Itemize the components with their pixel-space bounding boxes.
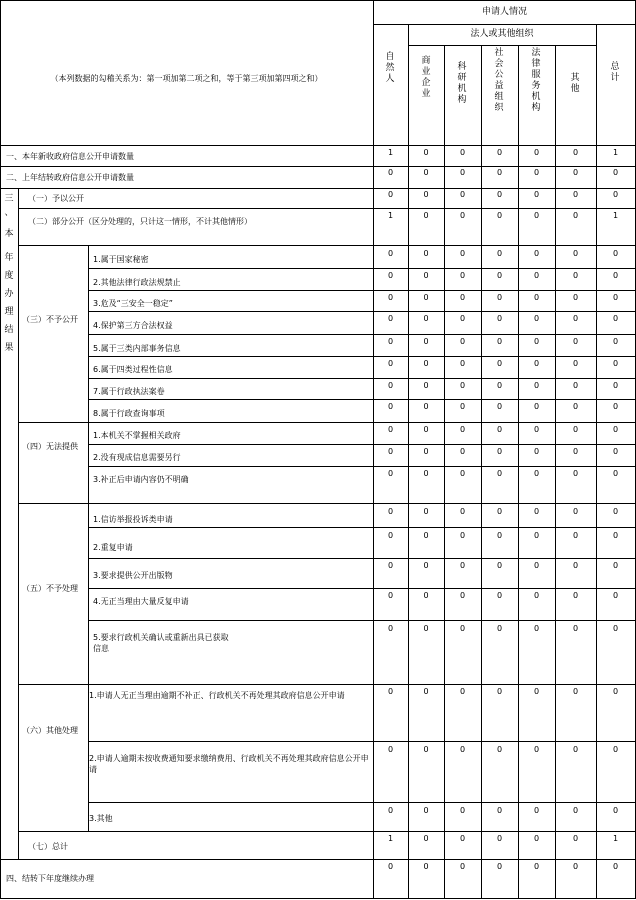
value-cell: 0: [459, 337, 466, 346]
section-three-char: 理: [4, 307, 14, 317]
value-cell: 0: [572, 834, 579, 843]
value-cell: 0: [496, 293, 503, 302]
table-line: [18, 503, 636, 504]
value-cell: 0: [459, 359, 466, 368]
value-cell: 0: [572, 359, 579, 368]
value-cell: 0: [572, 211, 579, 220]
value-cell: 1: [612, 211, 619, 220]
g6-item: 2.申请人逾期未按收费通知要求缴纳费用、行政机关不再处理其政府信息公开申请: [89, 754, 369, 774]
value-cell: 0: [423, 168, 429, 177]
value-cell: 0: [496, 624, 503, 633]
value-cell: 0: [572, 337, 579, 346]
value-cell: 0: [387, 447, 394, 456]
value-cell: 1: [612, 834, 619, 843]
value-cell: 0: [612, 745, 619, 754]
value-cell: 0: [459, 148, 466, 157]
value-cell: 0: [533, 591, 540, 600]
value-cell: 0: [572, 687, 579, 696]
table-line: [88, 620, 636, 621]
table-line: [18, 188, 19, 859]
value-cell: 0: [387, 359, 394, 368]
value-cell: 1: [387, 148, 394, 157]
value-cell: 0: [496, 561, 503, 570]
value-cell: 0: [612, 314, 619, 323]
value-cell: 0: [533, 190, 540, 199]
value-cell: 0: [459, 190, 466, 199]
value-cell: 0: [459, 591, 466, 600]
value-cell: 0: [423, 687, 429, 696]
table-line: [0, 859, 636, 860]
table-line: [0, 145, 636, 146]
value-cell: 0: [496, 425, 503, 434]
value-cell: 0: [423, 211, 429, 220]
value-cell: 0: [496, 862, 503, 871]
value-cell: 0: [572, 168, 579, 177]
section-three-char: 、: [4, 208, 14, 218]
value-cell: 0: [459, 507, 466, 516]
value-cell: 0: [387, 425, 394, 434]
value-cell: 0: [459, 745, 466, 754]
table-line: [88, 399, 636, 400]
value-cell: 0: [423, 745, 429, 754]
value-cell: 0: [572, 148, 579, 157]
table-line: [88, 245, 89, 831]
value-cell: 0: [612, 862, 619, 871]
value-cell: 0: [533, 359, 540, 368]
value-cell: 0: [533, 561, 540, 570]
value-cell: 0: [612, 249, 619, 258]
section-three-char: 三: [4, 194, 14, 204]
value-cell: 0: [459, 687, 466, 696]
value-cell: 0: [423, 531, 429, 540]
section-three-char: 办: [4, 289, 14, 299]
value-cell: 0: [533, 337, 540, 346]
value-cell: 0: [572, 249, 579, 258]
value-cell: 1: [387, 834, 394, 843]
value-cell: 0: [459, 561, 466, 570]
value-cell: 0: [496, 314, 503, 323]
g5-item: 1.信访举报投诉类申请: [93, 515, 173, 524]
value-cell: 0: [496, 211, 503, 220]
value-cell: 0: [612, 687, 619, 696]
value-cell: 0: [459, 862, 466, 871]
value-cell: 0: [612, 624, 619, 633]
value-cell: 0: [533, 447, 540, 456]
g3-item: 1.属于国家秘密: [93, 255, 149, 264]
value-cell: 0: [496, 359, 503, 368]
table-line: [18, 245, 636, 246]
value-cell: 0: [496, 447, 503, 456]
group-not-disclosed: （三）不予公开: [22, 315, 78, 324]
g3-item: 5.属于三类内部事务信息: [93, 344, 181, 353]
table-line: [0, 898, 636, 899]
value-cell: 0: [612, 469, 619, 478]
table-line: [18, 831, 636, 832]
g3-item: 3.危及“三安全一稳定”: [93, 299, 173, 308]
group-not-processed: （五）不予处理: [22, 584, 78, 593]
value-cell: 0: [423, 447, 429, 456]
section-three-char: 果: [4, 343, 14, 353]
value-cell: 0: [387, 591, 394, 600]
value-cell: 0: [459, 168, 466, 177]
g6-item: 1.申请人无正当理由逾期不补正、行政机关不再处理其政府信息公开申请: [89, 691, 345, 700]
value-cell: 0: [387, 624, 394, 633]
value-cell: 0: [533, 469, 540, 478]
group-other-handling: （六）其他处理: [22, 726, 78, 735]
value-cell: 0: [423, 591, 429, 600]
value-cell: 0: [459, 381, 466, 390]
value-cell: 0: [387, 381, 394, 390]
value-cell: 0: [459, 806, 466, 815]
value-cell: 0: [533, 687, 540, 696]
value-cell: 0: [423, 190, 429, 199]
table-line: [88, 444, 636, 445]
value-cell: 0: [572, 507, 579, 516]
value-cell: 0: [533, 745, 540, 754]
section-three-char: 本: [4, 229, 14, 239]
value-cell: 0: [496, 806, 503, 815]
col-business: 商业企业: [421, 56, 431, 99]
value-cell: 0: [533, 624, 540, 633]
section-three-char: 度: [4, 271, 14, 281]
value-cell: 0: [423, 381, 429, 390]
value-cell: 0: [459, 402, 466, 411]
value-cell: 0: [387, 402, 394, 411]
value-cell: 0: [423, 834, 429, 843]
row-new-requests: 一、本年新收政府信息公开申请数量: [6, 152, 134, 161]
value-cell: 0: [572, 425, 579, 434]
value-cell: 0: [572, 624, 579, 633]
value-cell: 0: [423, 293, 429, 302]
table-line: [88, 268, 636, 269]
value-cell: 0: [496, 381, 503, 390]
value-cell: 0: [533, 507, 540, 516]
value-cell: 0: [387, 507, 394, 516]
table-line: [408, 45, 596, 46]
value-cell: 0: [612, 806, 619, 815]
value-cell: 0: [423, 561, 429, 570]
value-cell: 0: [533, 168, 540, 177]
value-cell: 0: [387, 806, 394, 815]
value-cell: 0: [459, 469, 466, 478]
value-cell: 0: [423, 507, 429, 516]
value-cell: 0: [496, 687, 503, 696]
g4-item: 1.本机关不掌握相关政府: [93, 431, 181, 440]
value-cell: 0: [533, 314, 540, 323]
value-cell: 0: [533, 249, 540, 258]
value-cell: 0: [533, 293, 540, 302]
value-cell: 0: [496, 402, 503, 411]
value-cell: 0: [612, 271, 619, 280]
value-cell: 0: [572, 447, 579, 456]
value-cell: 0: [572, 271, 579, 280]
group-unable-to-provide: （四）无法提供: [22, 442, 78, 451]
row-total: （七）总计: [28, 842, 68, 851]
table-line: [18, 208, 636, 209]
value-cell: 0: [423, 337, 429, 346]
value-cell: 0: [459, 834, 466, 843]
value-cell: 1: [387, 211, 394, 220]
value-cell: 0: [533, 531, 540, 540]
col-public-welfare: 社会公益组织: [494, 48, 504, 113]
value-cell: 0: [572, 293, 579, 302]
value-cell: 0: [572, 531, 579, 540]
value-cell: 0: [572, 314, 579, 323]
table-line: [0, 166, 636, 167]
applicant-info-header: 申请人情况: [481, 7, 527, 17]
value-cell: 0: [612, 359, 619, 368]
section-three-char: 年: [4, 253, 14, 263]
value-cell: 0: [496, 168, 503, 177]
value-cell: 0: [533, 381, 540, 390]
value-cell: 0: [533, 148, 540, 157]
section-three-char: 结: [4, 325, 14, 335]
row-public: （一）予以公开: [28, 194, 84, 203]
value-cell: 0: [423, 314, 429, 323]
value-cell: 0: [423, 402, 429, 411]
table-line: [88, 378, 636, 379]
row-partial: （二）部分公开（区分处理的，只计这一情形，不计其他情形）: [28, 217, 252, 226]
g4-item: 2.没有现成信息需要另行: [93, 453, 181, 462]
value-cell: 0: [459, 425, 466, 434]
value-cell: 0: [612, 507, 619, 516]
value-cell: 0: [496, 591, 503, 600]
value-cell: 0: [423, 359, 429, 368]
value-cell: 0: [459, 447, 466, 456]
legal-person-header: 法人或其他组织: [470, 29, 534, 39]
value-cell: 0: [612, 531, 619, 540]
g3-item: 2.其他法律行政法规禁止: [93, 278, 181, 287]
value-cell: 0: [572, 806, 579, 815]
value-cell: 0: [459, 211, 466, 220]
g5-item: 3.要求提供公开出版物: [93, 571, 173, 580]
value-cell: 0: [459, 624, 466, 633]
value-cell: 0: [387, 745, 394, 754]
value-cell: 0: [533, 271, 540, 280]
value-cell: 0: [612, 591, 619, 600]
table-line: [18, 422, 636, 423]
value-cell: 0: [496, 834, 503, 843]
table-line: [0, 0, 636, 1]
header-note: （本列数据的勾稽关系为：第一项加第二项之和，等于第三项加第四项之和）: [50, 74, 323, 83]
table-line: [0, 188, 636, 189]
value-cell: 0: [612, 425, 619, 434]
value-cell: 0: [496, 745, 503, 754]
value-cell: 0: [612, 337, 619, 346]
col-legal-service: 法律服务机构: [531, 48, 541, 113]
value-cell: 0: [533, 834, 540, 843]
g3-item: 7.属于行政执法案卷: [93, 387, 165, 396]
table-line: [88, 466, 636, 467]
value-cell: 0: [423, 425, 429, 434]
value-cell: 0: [612, 293, 619, 302]
value-cell: 0: [496, 271, 503, 280]
value-cell: 0: [423, 862, 429, 871]
value-cell: 0: [612, 561, 619, 570]
value-cell: 0: [572, 561, 579, 570]
value-cell: 0: [387, 249, 394, 258]
table-line: [88, 311, 636, 312]
value-cell: 0: [459, 271, 466, 280]
value-cell: 0: [572, 402, 579, 411]
value-cell: 0: [612, 381, 619, 390]
table-line: [88, 527, 636, 528]
table-line: [18, 684, 636, 685]
value-cell: 0: [423, 624, 429, 633]
value-cell: 0: [533, 425, 540, 434]
col-research: 科研机构: [457, 62, 467, 105]
g6-item: 3.其他: [89, 814, 113, 823]
value-cell: 0: [423, 469, 429, 478]
value-cell: 0: [423, 271, 429, 280]
g5-item: 4.无正当理由大量反复申请: [93, 597, 189, 606]
value-cell: 0: [459, 314, 466, 323]
value-cell: 0: [612, 190, 619, 199]
value-cell: 0: [533, 806, 540, 815]
value-cell: 0: [572, 190, 579, 199]
table-line: [88, 588, 636, 589]
value-cell: 0: [496, 507, 503, 516]
value-cell: 0: [387, 337, 394, 346]
value-cell: 0: [459, 531, 466, 540]
value-cell: 0: [496, 190, 503, 199]
value-cell: 0: [387, 687, 394, 696]
value-cell: 0: [459, 293, 466, 302]
col-total: 总计: [610, 62, 620, 83]
value-cell: 0: [572, 862, 579, 871]
g3-item: 8.属于行政查询事项: [93, 409, 165, 418]
value-cell: 0: [387, 168, 394, 177]
value-cell: 0: [387, 531, 394, 540]
value-cell: 0: [387, 271, 394, 280]
value-cell: 0: [387, 293, 394, 302]
table-line: [0, 0, 1, 899]
value-cell: 0: [423, 148, 429, 157]
value-cell: 0: [387, 314, 394, 323]
value-cell: 0: [572, 591, 579, 600]
value-cell: 0: [423, 249, 429, 258]
value-cell: 0: [459, 249, 466, 258]
value-cell: 0: [533, 211, 540, 220]
table-line: [88, 356, 636, 357]
g3-item: 4.保护第三方合法权益: [93, 321, 173, 330]
table-line: [88, 558, 636, 559]
value-cell: 0: [496, 469, 503, 478]
value-cell: 0: [572, 469, 579, 478]
col-other: 其他: [570, 73, 580, 94]
value-cell: 0: [612, 447, 619, 456]
value-cell: 0: [496, 148, 503, 157]
value-cell: 0: [572, 745, 579, 754]
row-carry-in: 二、上年结转政府信息公开申请数量: [6, 173, 134, 182]
value-cell: 0: [387, 561, 394, 570]
value-cell: 0: [496, 249, 503, 258]
value-cell: 0: [612, 168, 619, 177]
g5-item: 2.重复申请: [93, 543, 133, 552]
value-cell: 0: [533, 862, 540, 871]
col-natural-person: 自然人: [385, 52, 395, 84]
value-cell: 0: [572, 381, 579, 390]
value-cell: 0: [496, 337, 503, 346]
value-cell: 0: [387, 190, 394, 199]
table-line: [88, 334, 636, 335]
value-cell: 0: [496, 531, 503, 540]
g4-item: 3.补正后申请内容仍不明确: [93, 475, 189, 484]
value-cell: 0: [612, 402, 619, 411]
row-carry-out: 四、结转下年度继续办理: [6, 874, 94, 883]
value-cell: 0: [423, 806, 429, 815]
table-line: [88, 802, 636, 803]
value-cell: 0: [387, 862, 394, 871]
g3-item: 6.属于四类过程性信息: [93, 365, 173, 374]
table-line: [88, 290, 636, 291]
value-cell: 0: [387, 469, 394, 478]
value-cell: 0: [533, 402, 540, 411]
value-cell: 1: [612, 148, 619, 157]
table-line: [88, 741, 636, 742]
g5-item: 5.要求行政机关确认或重新出具已获取信息: [93, 633, 229, 653]
